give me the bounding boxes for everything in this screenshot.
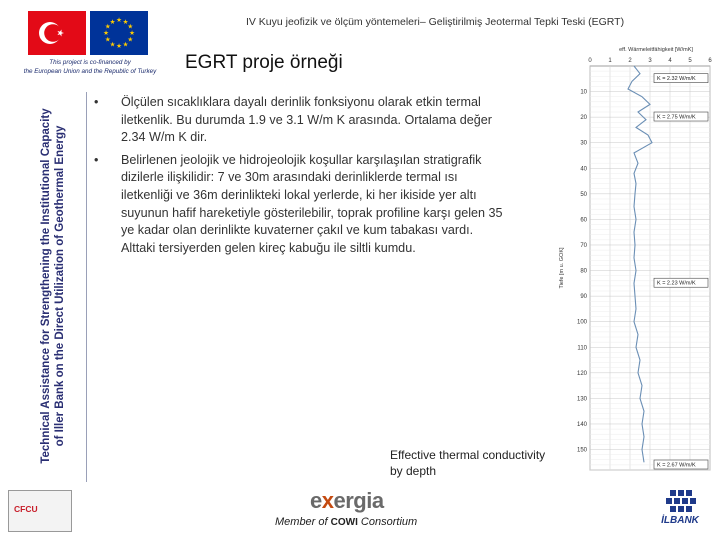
vertical-project-title xyxy=(30,92,76,480)
cfcu-logo-text: CFCU xyxy=(14,504,38,514)
y-axis-label: Tiefe [m u. GOK] xyxy=(559,247,565,289)
eu-star-icon: ★ xyxy=(129,29,135,38)
x-tick-label: 4 xyxy=(668,58,672,64)
member-prefix: Member of xyxy=(275,516,328,528)
eu-star-icon: ★ xyxy=(122,17,129,26)
annotation-label: K = 2.23 W/m/K xyxy=(657,280,696,287)
eu-flag-icon xyxy=(90,11,148,55)
annotation-label: K = 2.67 W/m/K xyxy=(657,462,696,469)
exergia-logo-rest: ergia xyxy=(333,488,384,513)
eu-star-icon: ★ xyxy=(116,16,122,25)
bullet-text: Belirlenen jeolojik ve hidrojeolojik koşullar karşılaşılan stratigrafik dizilerle ilişkilidir: 7 ve 30m arasındaki derinliklerde termal ısı iletkenliği ve 36m derinlikteki lokal yerlerde, ki her ikiside yer altı suyunun hafif hareketiyle gösterilebilir, toprak profiline karşı gelen 35 ye kadar olan derinlikte kuvaterner çakıl ve kum tabakası vardı. Alttaki tersiyerden gelen kireç kabuğu ile siltli kumdu. xyxy=(121,152,503,255)
cofinance-note xyxy=(0,58,180,76)
y-tick-label: 100 xyxy=(576,319,587,326)
cofinance-line-2: the European Union and the Republic of Turkey xyxy=(23,68,157,75)
eu-star-icon: ★ xyxy=(122,40,129,49)
x-tick-label: 3 xyxy=(648,58,652,64)
ilbank-logo xyxy=(650,488,710,530)
y-tick-label: 10 xyxy=(580,89,587,96)
y-tick-label: 70 xyxy=(580,242,587,249)
y-tick-label: 120 xyxy=(576,370,587,377)
member-company: COWI xyxy=(330,517,358,528)
bullet-item xyxy=(94,152,508,258)
slide-header: IV Kuyu jeofizik ve ölçüm yöntemeleri– Geliştirilmiş Jeotermal Tepki Teski (EGRT) xyxy=(245,16,625,28)
x-tick-label: 2 xyxy=(628,58,632,64)
y-tick-label: 30 xyxy=(580,140,587,147)
chart-svg xyxy=(558,40,718,480)
chart-title: eff. Wärmeleitfähigkeit [W/mK] xyxy=(619,47,693,53)
annotation-label: K = 2.32 W/m/K xyxy=(657,76,696,83)
chart-caption: Effective thermal conductivity by depth xyxy=(390,448,546,478)
bullet-text: Ölçülen sıcaklıklara dayalı derinlik fonksiyonu olarak etkin termal iletkenlik. Bu durumda 1.9 ve 3.1 W/m K arasında. Ortalama değer 2.34 W/m K dir. xyxy=(121,95,492,145)
eu-star-icon: ★ xyxy=(116,42,122,51)
eu-star-icon: ★ xyxy=(103,29,109,38)
eu-star-icon: ★ xyxy=(104,22,111,31)
y-tick-label: 110 xyxy=(577,345,587,352)
eu-star-icon: ★ xyxy=(127,22,134,31)
x-tick-label: 0 xyxy=(588,58,592,64)
exergia-logo xyxy=(310,488,384,514)
y-tick-label: 60 xyxy=(580,217,587,224)
y-tick-label: 20 xyxy=(580,115,587,122)
y-tick-label: 50 xyxy=(580,191,587,198)
cofinance-line-1: This project is co-financed by xyxy=(49,59,131,66)
exergia-logo-e: e xyxy=(310,488,322,513)
bullet-list xyxy=(94,94,508,262)
eu-star-icon: ★ xyxy=(127,35,134,44)
ilbank-logo-text: İLBANK xyxy=(661,515,699,526)
slide-title: EGRT proje örneği xyxy=(185,52,343,73)
member-suffix: Consortium xyxy=(360,516,418,528)
bullet-dot: • xyxy=(94,95,99,109)
vertical-title-line-1: Technical Assistance for Strengthening the Institutional Capacity xyxy=(40,108,52,464)
y-tick-label: 80 xyxy=(580,268,587,275)
eu-star-icon: ★ xyxy=(109,17,116,26)
bullet-dot: • xyxy=(94,152,99,167)
vertical-title-line-2: of Iller Bank on the Direct Utilization of Geothermal Energy xyxy=(54,125,66,447)
turkey-flag-icon xyxy=(28,11,86,55)
exergia-logo-x: x xyxy=(321,488,334,513)
y-tick-label: 150 xyxy=(576,447,587,454)
eu-star-icon: ★ xyxy=(109,40,116,49)
sidebar-divider xyxy=(86,92,87,482)
consortium-note xyxy=(275,516,417,528)
y-tick-label: 140 xyxy=(576,421,587,428)
eu-star-icon: ★ xyxy=(104,35,111,44)
thermal-conductivity-chart xyxy=(558,40,718,480)
y-tick-label: 130 xyxy=(576,396,587,403)
x-tick-label: 6 xyxy=(708,58,712,64)
ilbank-emblem-icon xyxy=(650,488,710,516)
x-tick-label: 5 xyxy=(688,58,692,64)
y-tick-label: 40 xyxy=(580,166,587,173)
y-tick-label: 90 xyxy=(580,294,587,301)
x-tick-label: 1 xyxy=(608,58,612,64)
annotation-label: K = 2.75 W/m/K xyxy=(657,114,696,121)
bullet-item xyxy=(94,94,508,147)
